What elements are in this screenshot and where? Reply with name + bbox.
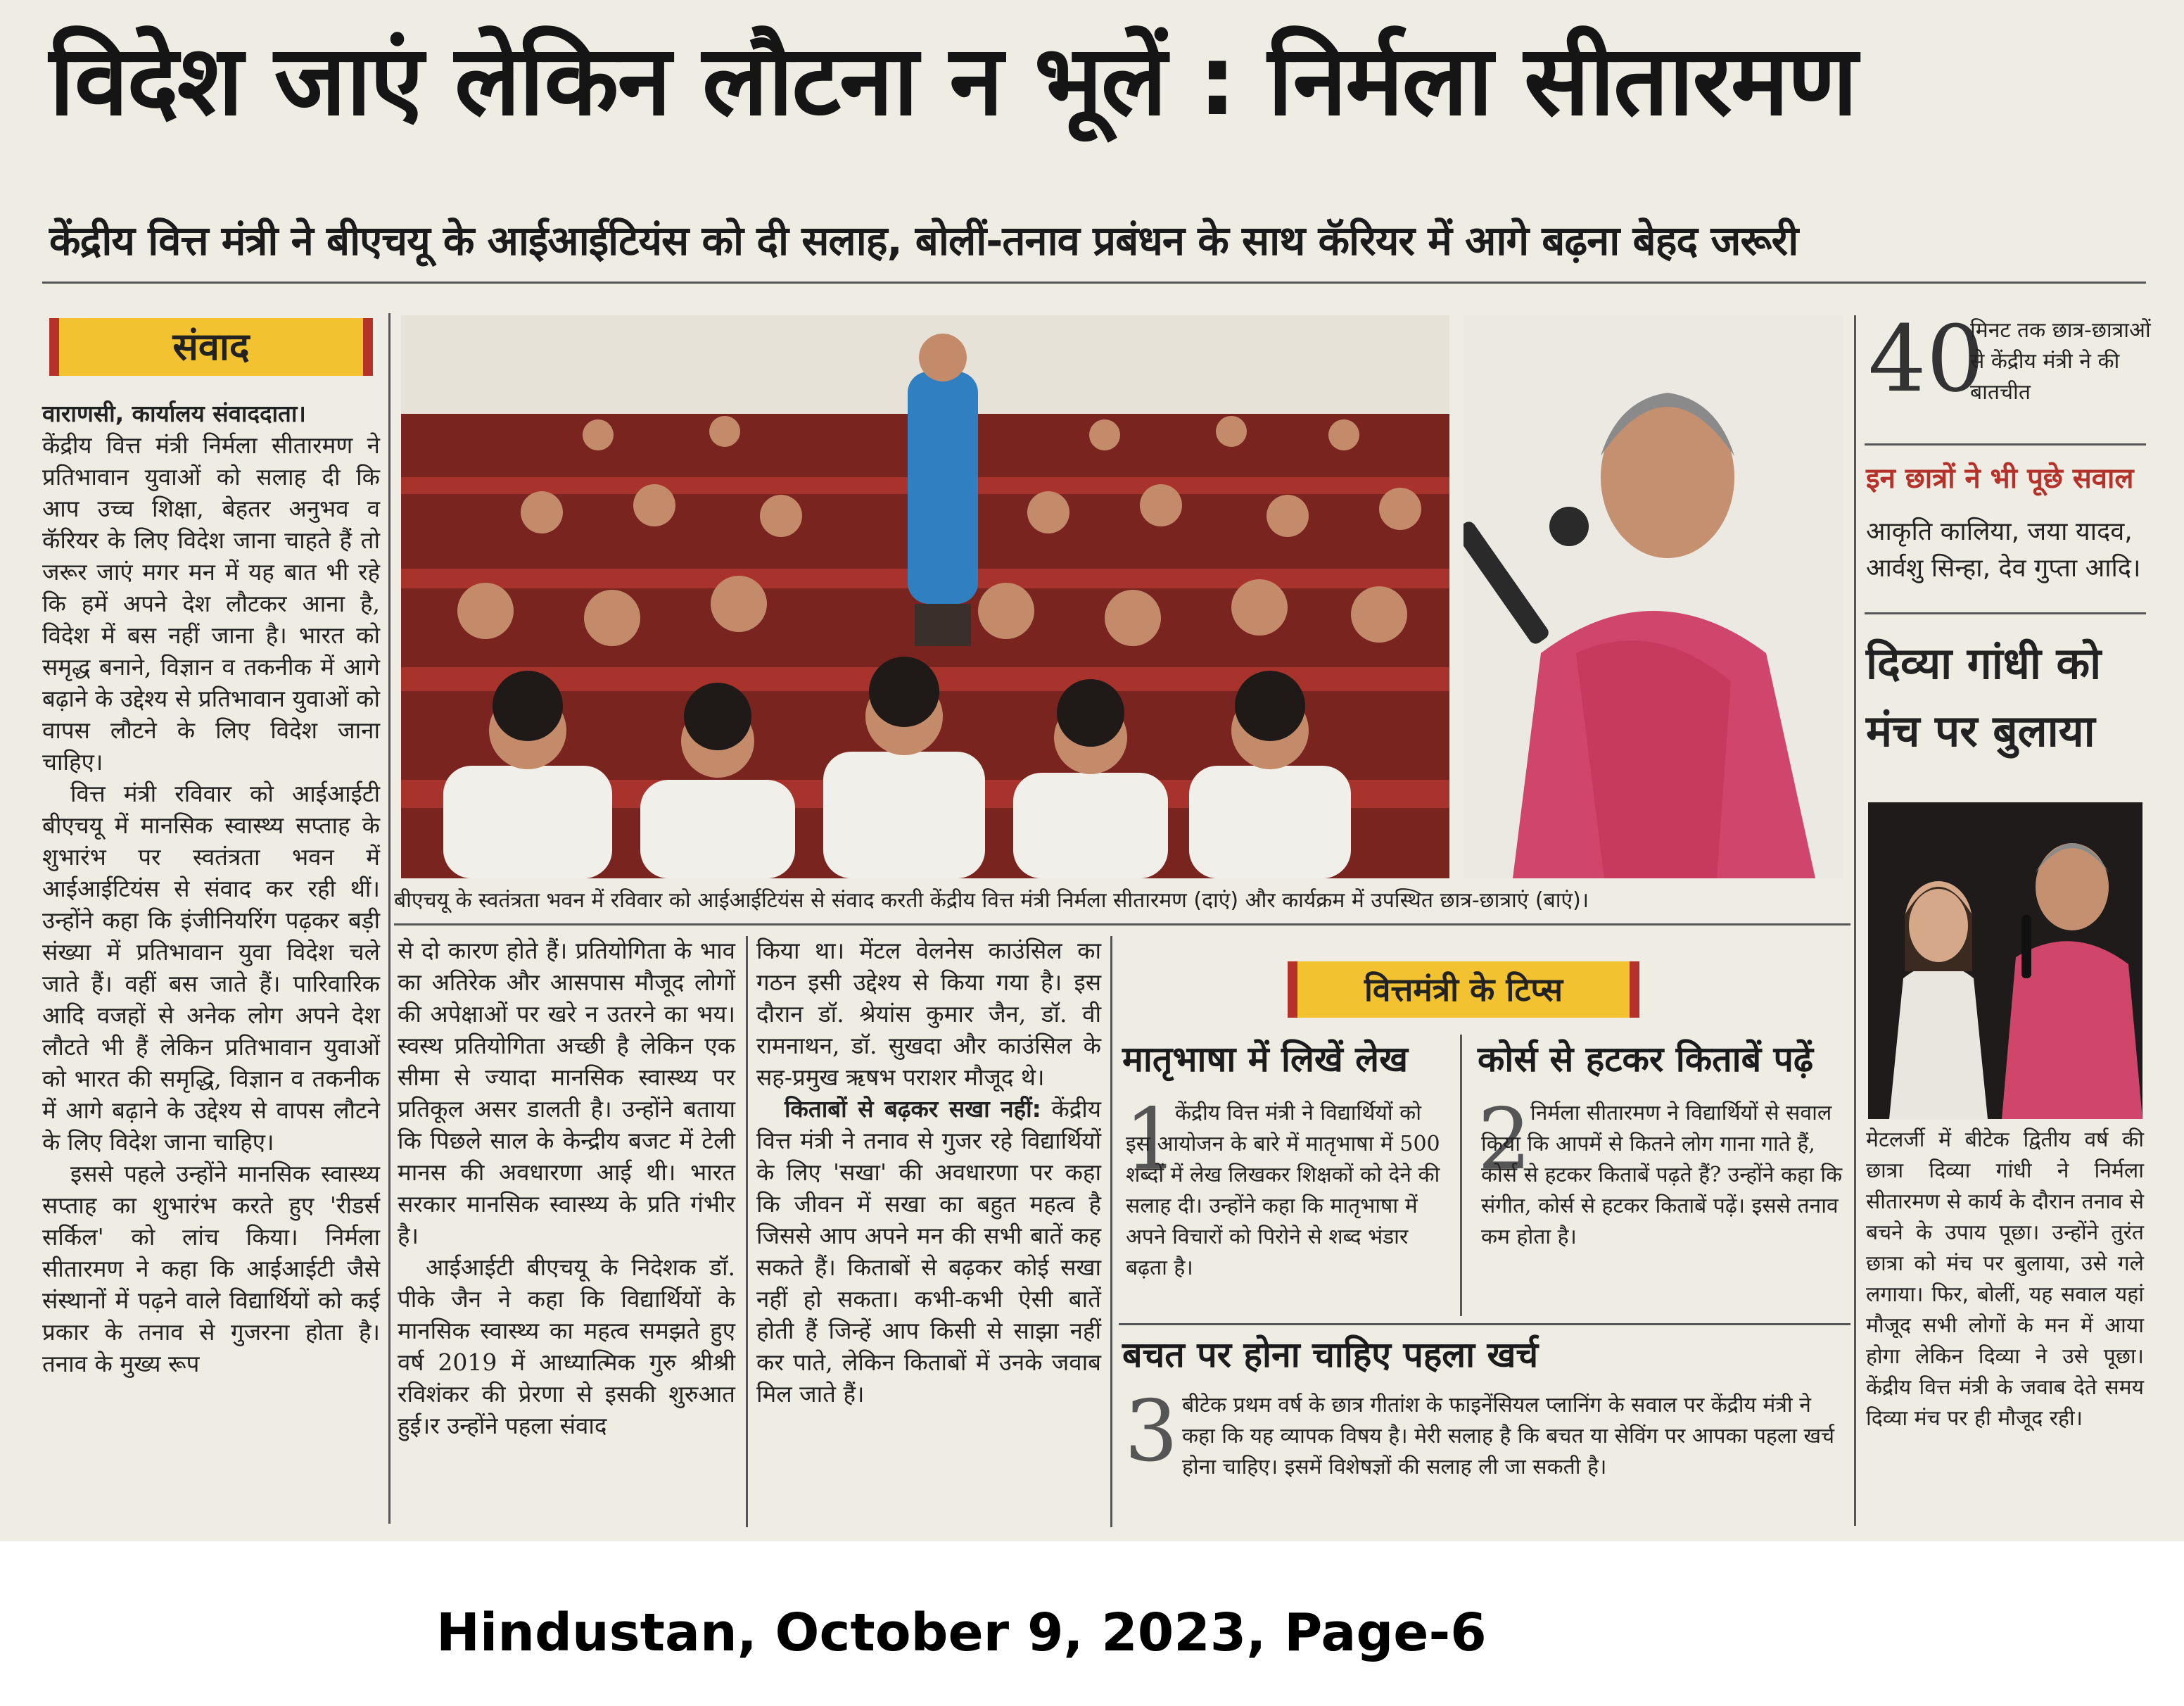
- divider: [388, 313, 391, 1524]
- tip-2-number: 2: [1478, 1091, 1532, 1189]
- story-text: मेटलर्जी में बीटेक द्वितीय वर्ष की छात्रा दिव्या गांधी ने निर्मला सीतारमण से कार्य के दौरान तनाव से बचने के उपाय पूछा। उन्होंने तुरंत छात्रा को मंच पर बुलाया, उसे गले लगाया। फिर, बोलीं, यह सवाल यहां मौजूद सभी लोगों के मन में आया होगा लेकिन दिव्या ने उसे पूछा। केंद्रीय वित्त मंत्री के जवाब देते समय दिव्या मंच पर ही मौजूद रही।: [1866, 1127, 2144, 1431]
- tips-banner: वित्तमंत्री के टिप्स: [1288, 961, 1639, 1018]
- divider: [1110, 936, 1112, 1527]
- article-column-1: [42, 398, 380, 1379]
- divider: [1865, 443, 2146, 446]
- subheadline: केंद्रीय वित्त मंत्री ने बीएचयू के आईआईटियंस को दी सलाह, बोलीं-तनाव प्रबंधन के साथ कॅरियर में आगे बढ़ना बेहद जरूरी: [49, 217, 1798, 265]
- stage-illustration: [1868, 802, 2142, 1119]
- article-column-2: [398, 935, 735, 1441]
- divider: [394, 923, 1850, 925]
- minister-photo: [1464, 315, 1843, 878]
- headline: विदेश जाएं लेकिन लौटना न भूलें : निर्मला सीतारमण: [49, 24, 1857, 137]
- story-heading: दिव्या गांधी को मंच पर बुलाया: [1866, 638, 2102, 757]
- tip-3-text: बीटेक प्रथम वर्ष के छात्र गीतांश के फाइनेंसियल प्लानिंग के सवाल पर केंद्रीय मंत्री ने कहा कि यह व्यापक विषय है। मेरी सलाह है कि बचत या सेविंग पर आपका पहला खर्च होना चाहिए। इसमें विशेषज्ञों की सलाह ली जा सकती है।: [1182, 1393, 1835, 1479]
- footer-citation: Hindustan, October 9, 2023, Page-6: [436, 1603, 1487, 1663]
- photo-caption: बीएचयू के स्वतंत्रता भवन में रविवार को आईआईटियंस से संवाद करती केंद्रीय वित्त मंत्री निर्मला सीतारमण (दाएं) और कार्यक्रम में उपस्थित छात्र-छात्राएं (बाएं)।: [394, 888, 1589, 913]
- divider: [1460, 1035, 1462, 1316]
- divider: [1854, 315, 1856, 1526]
- tip-1-text: केंद्रीय वित्त मंत्री ने विद्यार्थियों को इस आयोजन के बारे में मातृभाषा में 500 शब्दों में लेख लिखकर शिक्षकों को देने की सलाह दी। उन्होंने कहा कि मातृभाषा में अपने विचारों को पिरोने से शब्द भंडार बढ़ता है।: [1126, 1101, 1440, 1280]
- divya-gandhi-photo: [1868, 802, 2142, 1119]
- section-tag: संवाद: [49, 318, 373, 376]
- tip-3-number: 3: [1124, 1383, 1179, 1481]
- paragraph: केंद्रीय वित्त मंत्री निर्मला सीतारमण ने प्रतिभावान युवाओं को सलाह दी कि आप उच्च शिक्षा, बेहतर अनुभव व कॅरियर के लिए विदेश जाना चाहते हैं तो जरूर जाएं मगर मन में यह बात भी रहे कि हमें अपने देश लौटकर आना है, विदेश में बस नहीं जाना है। भारत को समृद्ध बनाने, विज्ञान व तकनीक में आगे बढ़ाने के उद्देश्य से प्रतिभावान युवाओं को वापस लौटने के लिए विदेश जाना चाहिए।: [42, 431, 380, 776]
- paragraph: वित्त मंत्री रविवार को आईआईटी बीएचयू में मानसिक स्वास्थ्य सप्ताह के शुभारंभ पर स्वतंत्रता भवन में आईआईटियंस से संवाद कर रही थीं। उन्होंने कहा कि इंजीनियरिंग पढ़कर बड़ी संख्या में प्रतिभावान युवा विदेश चले जाते हैं। वहीं बस जाते हैं। पारिवारिक आदि वजहों से अनेक लोग अपने देश लौटते भी हैं लेकिन प्रतिभावान युवाओं को भारत की समृद्धि, विज्ञान व तकनीक में आगे बढ़ाने के उद्देश्य से वापस लौटने के लिए विदेश जाना चाहिए।: [42, 780, 380, 1156]
- questions-heading: इन छात्रों ने भी पूछे सवाल: [1866, 462, 2134, 495]
- divider: [42, 282, 2146, 284]
- audience-photo: [401, 315, 1449, 878]
- standing-student: [908, 372, 978, 604]
- paragraph: किया था। मेंटल वेलनेस काउंसिल का गठन इसी उद्देश्य से किया गया है। इस दौरान डॉ. श्रेयांस कुमार जैन, डॉ. वी रामनाथन, डॉ. सुखदा और काउंसिल के सह-प्रमुख ऋषभ पराशर मौजूद थे।: [756, 937, 1101, 1091]
- tip-2-text: निर्मला सीतारमण ने विद्यार्थियों से सवाल किया कि आपमें से कितने लोग गाना गाते हैं, कोर्स से हटकर किताबें पढ़ते हैं? उन्होंने कहा कि संगीत, कोर्स से हटकर किताबें पढ़ें। इससे तनाव कम होता है।: [1481, 1101, 1843, 1249]
- audience-illustration: [401, 315, 1449, 878]
- article-column-3: [756, 935, 1101, 1410]
- stat-number: 40: [1868, 305, 1985, 412]
- tip-2-title: कोर्स से हटकर किताबें पढ़ें: [1478, 1039, 1814, 1080]
- paragraph: केंद्रीय वित्त मंत्री ने तनाव से गुजर रहे विद्यार्थियों के लिए 'सखा' की अवधारणा पर कहा कि जीवन में सखा का बहुत महत्व है जिससे आप अपने मन की सभी बातें कह सकते हैं। किताबों से बढ़कर कोई सखा नहीं हो सकता। कभी-कभी ऐसी बातें होती हैं जिन्हें आप किसी से साझा नहीं कर पाते, लेकिन किताबों में उनके जवाब मिल जाते हैं।: [756, 1095, 1101, 1408]
- divider: [746, 936, 748, 1527]
- paragraph: आईआईटी बीएचयू के निदेशक डॉ. पीके जैन ने कहा कि विद्यार्थियों के मानसिक स्वास्थ्य का महत्व समझते हुए वर्ष 2019 में आध्यात्मिक गुरु श्रीश्री रविशंकर की प्रेरणा से इसकी शुरुआत हुई।र उन्होंने पहला संवाद: [398, 1253, 735, 1439]
- subheading: किताबों से बढ़कर सखा नहीं:: [785, 1095, 1041, 1123]
- divider: [1119, 1323, 1850, 1325]
- tip-1-number: 1: [1124, 1091, 1179, 1189]
- divider: [1865, 612, 2146, 614]
- paragraph: इससे पहले उन्होंने मानसिक स्वास्थ्य सप्ताह का शुभारंभ करते हुए 'रीडर्स सर्किल' को लांच किया। निर्मला सीतारमण ने कहा कि आईआईटी जैसे संस्थानों में पढ़ने वाले विद्यार्थियों को कई प्रकार के तनाव से गुजरना होता है। तनाव के मुख्य रूप: [42, 1160, 380, 1377]
- dateline: वाराणसी, कार्यालय संवाददाता।: [42, 400, 306, 427]
- tip-3-title: बचत पर होना चाहिए पहला खर्च: [1122, 1334, 1539, 1375]
- questions-names: आकृति कालिया, जया यादव, आर्वशु सिन्हा, देव गुप्ता आदि।: [1866, 517, 2141, 583]
- paragraph: से दो कारण होते हैं। प्रतियोगिता के भाव का अतिरेक और आसपास मौजूद लोगों की अपेक्षाओं पर खरे न उतरने का भय। स्वस्थ प्रतियोगिता अच्छी है लेकिन एक सीमा से ज्यादा मानसिक स्वास्थ्य पर प्रतिकूल असर डालती है। उन्होंने बताया कि पिछले साल के केन्द्रीय बजट में टेली मानस की अवधारणा आई थी। भारत सरकार मानसिक स्वास्थ्य के प्रति गंभीर है।: [398, 937, 735, 1249]
- stat-text: मिनट तक छात्र-छात्राओं से केंद्रीय मंत्री ने की बातचीत: [1970, 318, 2151, 405]
- minister-illustration: [1464, 315, 1843, 878]
- tip-1-title: मातृभाषा में लिखें लेख: [1122, 1039, 1408, 1080]
